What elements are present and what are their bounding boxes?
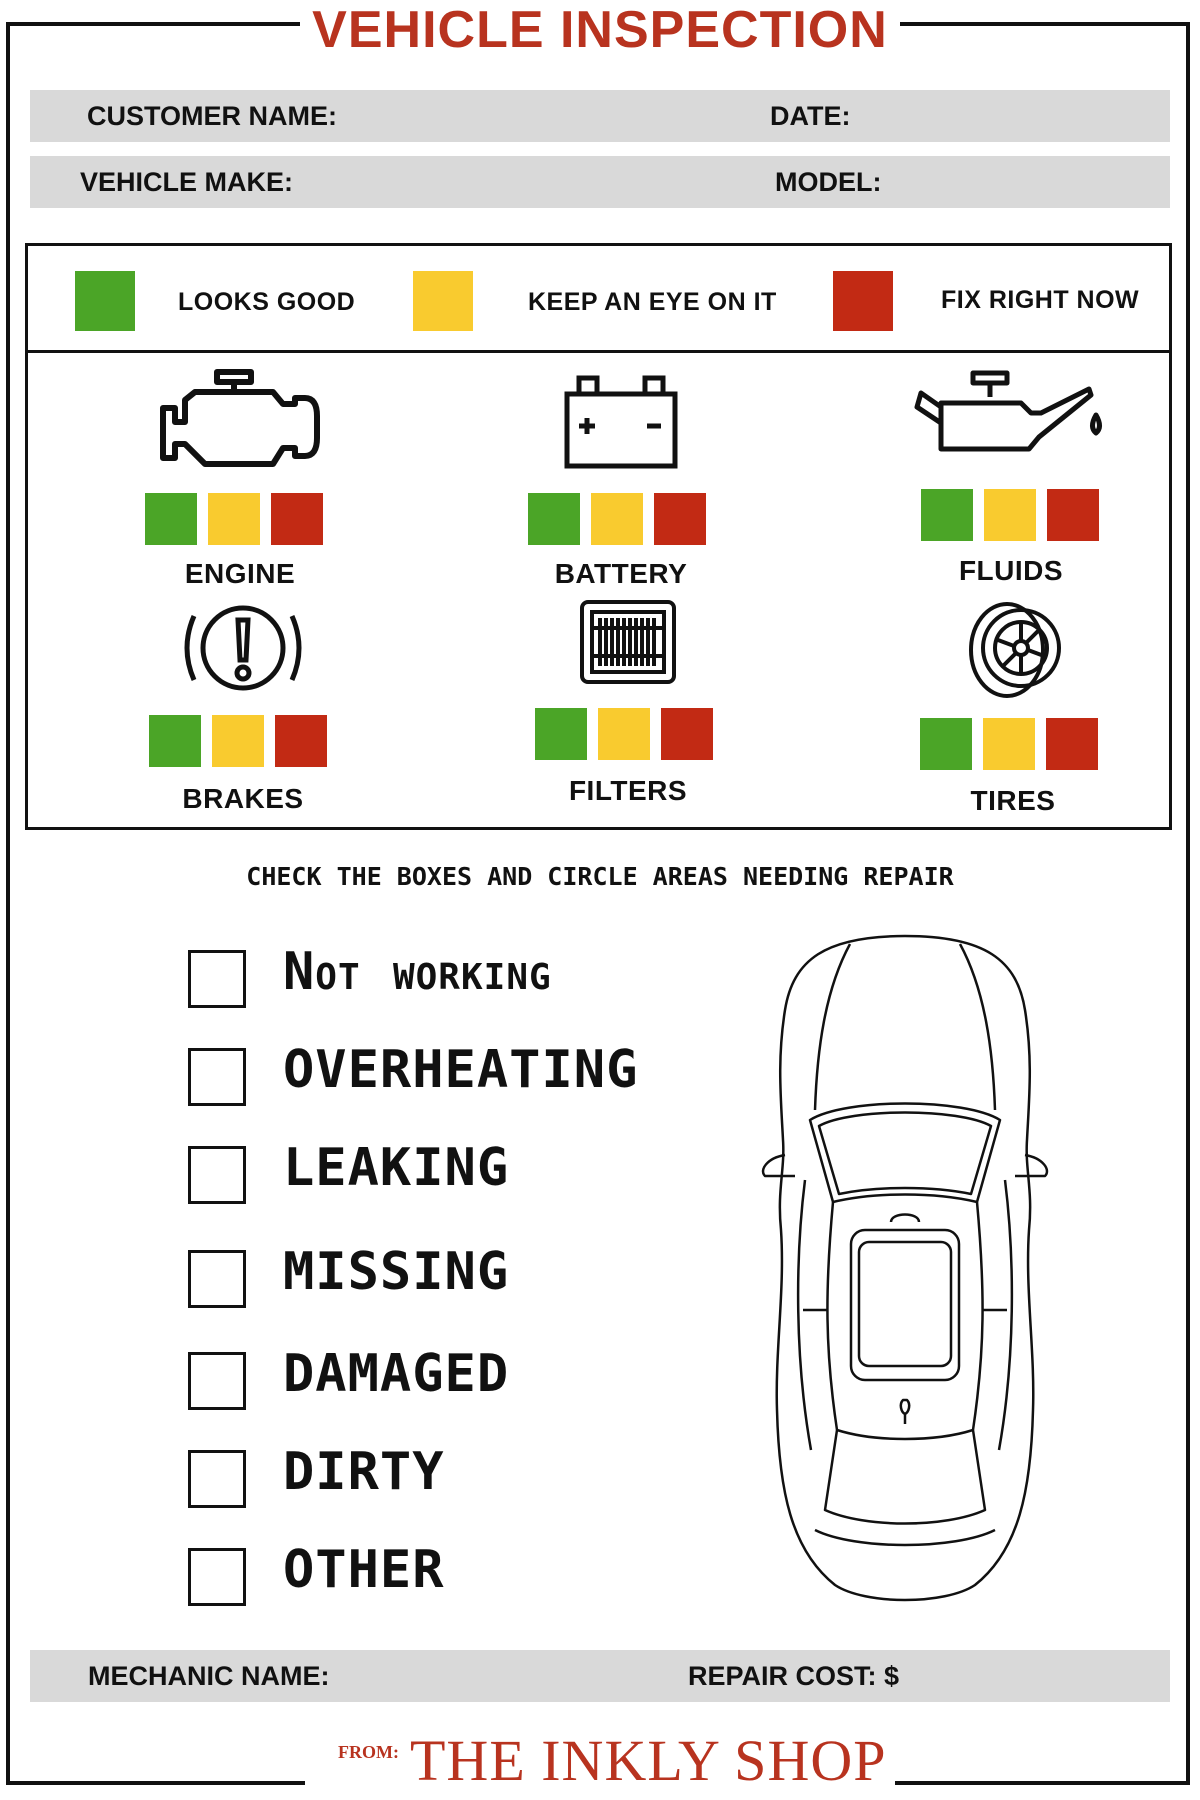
- component-tires: [883, 598, 1143, 828]
- tires-fix-box[interactable]: [1046, 718, 1098, 770]
- engine-good-box[interactable]: [145, 493, 197, 545]
- battery-label: BATTERY: [554, 558, 688, 589]
- car-top-view-diagram[interactable]: [755, 930, 1055, 1610]
- vehicle-model-bar: [30, 156, 1170, 208]
- checklist-label: MISSING: [283, 1242, 510, 1302]
- engine-icon: [155, 368, 325, 473]
- instruction-text: CHECK THE BOXES AND CIRCLE AREAS NEEDING REPAIR: [246, 862, 954, 891]
- checklist-label: Not working: [283, 942, 552, 1002]
- legend-label-fix: FIX RIGHT NOW: [941, 286, 1140, 314]
- battery-icon: [561, 368, 681, 473]
- checkbox-overheating[interactable]: [188, 1048, 246, 1106]
- checklist-label: LEAKING: [283, 1138, 510, 1198]
- checklist-label: OTHER: [283, 1540, 445, 1600]
- checkbox-dirty[interactable]: [188, 1450, 246, 1508]
- filters-watch-box[interactable]: [598, 708, 650, 760]
- legend-swatch-yellow: [413, 271, 473, 331]
- filters-label: FILTERS: [568, 775, 688, 806]
- checkbox-missing[interactable]: [188, 1250, 246, 1308]
- filters-fix-box[interactable]: [661, 708, 713, 760]
- brand-logo-text: THE INKLY SHOP: [410, 1728, 887, 1793]
- component-brakes: [113, 598, 373, 828]
- tires-good-box[interactable]: [920, 718, 972, 770]
- battery-fix-box[interactable]: [654, 493, 706, 545]
- battery-watch-box[interactable]: [591, 493, 643, 545]
- component-battery: [491, 363, 751, 593]
- brakes-fix-box[interactable]: [275, 715, 327, 767]
- components-panel: [25, 350, 1172, 830]
- fluids-good-box[interactable]: [921, 489, 973, 541]
- checkbox-damaged[interactable]: [188, 1352, 246, 1410]
- checklist-label: DAMAGED: [283, 1344, 510, 1404]
- component-fluids: [881, 363, 1141, 593]
- from-label: FROM:: [338, 1742, 399, 1762]
- model-label: MODEL:: [775, 167, 882, 197]
- legend-swatch-red: [833, 271, 893, 331]
- tire-icon: [963, 598, 1063, 702]
- fluids-watch-box[interactable]: [984, 489, 1036, 541]
- checkbox-other[interactable]: [188, 1548, 246, 1606]
- checklist-label: OVERHEATING: [283, 1040, 639, 1100]
- filters-good-box[interactable]: [535, 708, 587, 760]
- tires-label: TIRES: [970, 785, 1056, 816]
- page-title: VEHICLE INSPECTION: [312, 1, 888, 59]
- legend: [25, 243, 1172, 353]
- customer-date-bar: [30, 90, 1170, 142]
- brakes-good-box[interactable]: [149, 715, 201, 767]
- checkbox-leaking[interactable]: [188, 1146, 246, 1204]
- brake-warning-icon: [178, 598, 308, 698]
- brakes-label: BRAKES: [182, 783, 304, 814]
- fluids-fix-box[interactable]: [1047, 489, 1099, 541]
- legend-label-good: LOOKS GOOD: [178, 288, 356, 316]
- oil-can-icon: [911, 363, 1111, 463]
- component-engine: [110, 363, 370, 593]
- checkbox-not-working[interactable]: [188, 950, 246, 1008]
- engine-fix-box[interactable]: [271, 493, 323, 545]
- brakes-watch-box[interactable]: [212, 715, 264, 767]
- component-filters: [498, 598, 758, 828]
- date-label: DATE:: [770, 101, 851, 131]
- checklist-label: DIRTY: [283, 1442, 445, 1502]
- battery-good-box[interactable]: [528, 493, 580, 545]
- customer-name-label: CUSTOMER NAME:: [87, 101, 338, 131]
- air-filter-icon: [578, 598, 678, 688]
- engine-label: ENGINE: [184, 558, 296, 589]
- mechanic-cost-bar: [30, 1650, 1170, 1702]
- vehicle-make-label: VEHICLE MAKE:: [80, 167, 294, 197]
- legend-label-watch: KEEP AN EYE ON IT: [528, 288, 777, 316]
- mechanic-name-label: MECHANIC NAME:: [88, 1661, 330, 1691]
- tires-watch-box[interactable]: [983, 718, 1035, 770]
- engine-watch-box[interactable]: [208, 493, 260, 545]
- fluids-label: FLUIDS: [958, 555, 1064, 586]
- repair-cost-label: REPAIR COST: $: [688, 1661, 900, 1691]
- legend-swatch-green: [75, 271, 135, 331]
